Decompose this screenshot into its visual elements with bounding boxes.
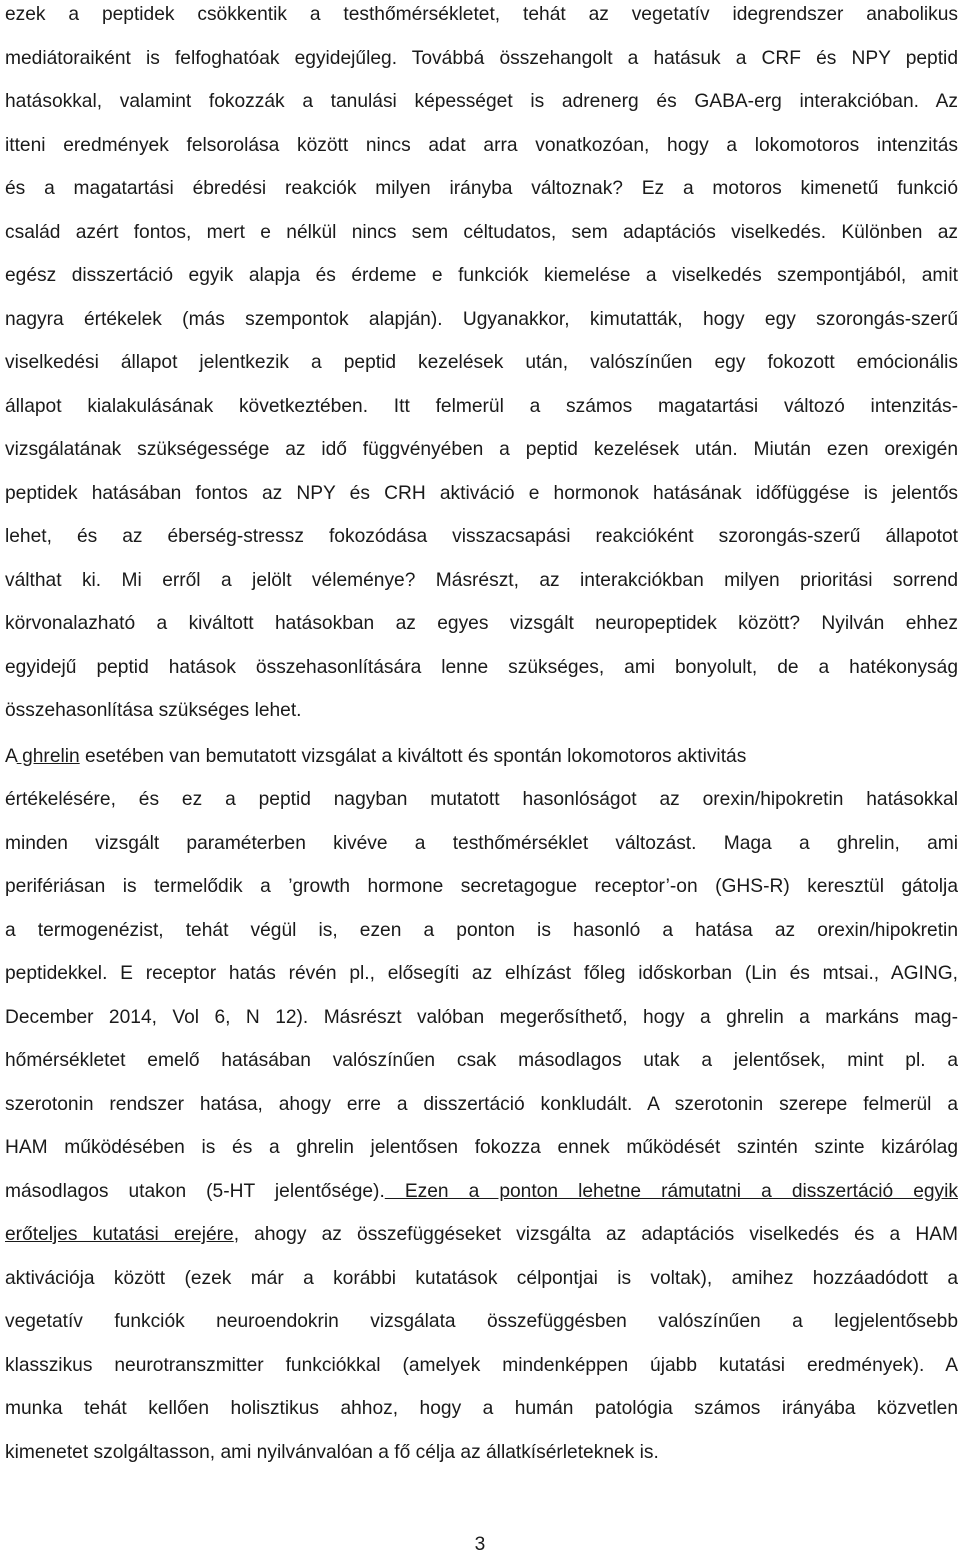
text-line: értékelésére, és ez a peptid nagyban mutatott hasonlóságot az orexin/hipokretin hatásokkal — [5, 789, 958, 810]
text-line: mediátoraiként is felfoghatóak egyidejűleg. Továbbá összehangolt a hatásuk a CRF és NPY peptid — [5, 47, 958, 69]
text-line: lehet, és az éberség-stressz fokozódása visszacsapási reakcióként szorongás-szerű állapotot — [5, 526, 958, 547]
text-line: család azért fontos, mert e nélkül nincs sem céltudatos, sem adaptációs viselkedés. Különben az — [5, 221, 958, 243]
underlined-phrase: Ezen a ponton lehetne rámutatni a disszertáció egyik — [384, 1180, 958, 1202]
text-line: kimenetet szolgáltasson, ami nyilvánvalóan a fő célja az állatkísérleteknek is. — [5, 1441, 659, 1463]
paragraph-1 — [5, 0, 958, 733]
text-fragment: A — [5, 745, 17, 767]
text-line: December 2014, Vol 6, N 12). Másrészt valóban megerősíthető, hogy a ghrelin a markáns mag- — [5, 1006, 958, 1028]
text-line: viselkedési állapot jelentkezik a peptid kezelések után, valószínűen egy fokozott emócionális — [5, 352, 958, 373]
text-line: peptidekkel. E receptor hatás révén pl., elősegíti az elhízást főleg időskorban (Lin és mtsai., AGING, — [5, 963, 958, 984]
text-line: vizsgálatának szükségessége az idő függvényében a peptid kezelések után. Miután ezen orexigén — [5, 439, 958, 460]
text-line: vegetatív funkciók neuroendokrin vizsgálata összefüggésben valószínűen a legjelentősebb — [5, 1311, 958, 1332]
text-line: összehasonlítása szükséges lehet. — [5, 700, 302, 721]
text-line: és a magatartási ébredési reakciók milyen irányba változnak? Ez a motoros kimenetű funkció — [5, 178, 958, 199]
text-line: szerotonin rendszer hatása, ahogy erre a disszertáció konkludált. A szerotonin szerepe felmerül a — [5, 1093, 958, 1115]
text-line: egész disszertáció egyik alapja és érdeme e funkciók kiemelése a viselkedés szempontjából, amit — [5, 265, 958, 286]
document-page — [5, 0, 958, 1474]
text-line: minden vizsgált paraméterben kivéve a testhőmérséklet változást. Maga a ghrelin, ami — [5, 832, 958, 854]
text-line: nagyra értékelek (más szempontok alapján). Ugyanakkor, kimutatták, hogy egy szorongás-szerű — [5, 308, 958, 330]
underlined-phrase: erőteljes kutatási erejére — [5, 1224, 234, 1245]
underlined-term: ghrelin — [16, 745, 80, 767]
text-line — [5, 735, 958, 779]
text-line: a termogenézist, tehát végül is, ezen a ponton is hasonló a hatása az orexin/hipokretin — [5, 919, 958, 941]
text-line: hőmérsékletet emelő hatásában valószínűen csak másodlagos utak a jelentősek, mint pl. a — [5, 1050, 958, 1071]
text-line: itteni eredmények felsorolása között nincs adat arra vonatkozóan, hogy a lokomotoros intenzitás — [5, 134, 958, 156]
text-line: HAM működésében is és a ghrelin jelentősen fokozza ennek működését szintén szinte kizárólag — [5, 1137, 958, 1158]
text-line: hatásokkal, valamint fokozzák a tanulási képességet is adrenerg és GABA-erg interakcióban. Az — [5, 91, 958, 112]
text-line — [5, 1170, 958, 1214]
text-line — [5, 1213, 958, 1257]
text-line: munka tehát kellően holisztikus ahhoz, hogy a humán patológia számos irányába közvetlen — [5, 1398, 958, 1419]
text-fragment: másodlagos utakon (5-HT jelentősége). — [5, 1180, 385, 1202]
text-fragment: esetében van bemutatott vizsgálat a kiváltott és spontán lokomotoros aktivitás — [79, 745, 747, 767]
text-line: válthat ki. Mi erről a jelölt véleménye? Másrészt, az interakciókban milyen prioritási sorrend — [5, 569, 958, 591]
text-line: klasszikus neurotranszmitter funkciókkal (amelyek mindenképpen újabb kutatási eredmények). A — [5, 1354, 958, 1376]
text-fragment: , ahogy az összefüggéseket vizsgálta az adaptációs viselkedés és a HAM — [233, 1224, 958, 1245]
text-line: aktivációja között (ezek már a korábbi kutatások célpontjai is voltak), amihez hozzáadódott a — [5, 1267, 958, 1289]
text-line: körvonalazható a kiváltott hatásokban az egyes vizsgált neuropeptidek között? Nyilván ehhez — [5, 613, 958, 634]
text-line: állapot kialakulásának következtében. Itt felmerül a számos magatartási változó intenzitás- — [5, 395, 958, 417]
paragraph-2 — [5, 735, 958, 1475]
text-line: peptidek hatásában fontos az NPY és CRH aktiváció e hormonok hatásának időfüggése is jelentős — [5, 482, 958, 504]
text-line: ezek a peptidek csökkentik a testhőmérsékletet, tehát az vegetatív idegrendszer anabolikus — [5, 4, 958, 25]
text-line: egyidejű peptid hatások összehasonlítására lenne szükséges, ami bonyolult, de a hatékonyság — [5, 656, 958, 678]
text-line: perifériásan is termelődik a ’growth hormone secretagogue receptor’-on (GHS-R) keresztül gátolja — [5, 876, 958, 897]
page-number: 3 — [474, 1534, 486, 1555]
